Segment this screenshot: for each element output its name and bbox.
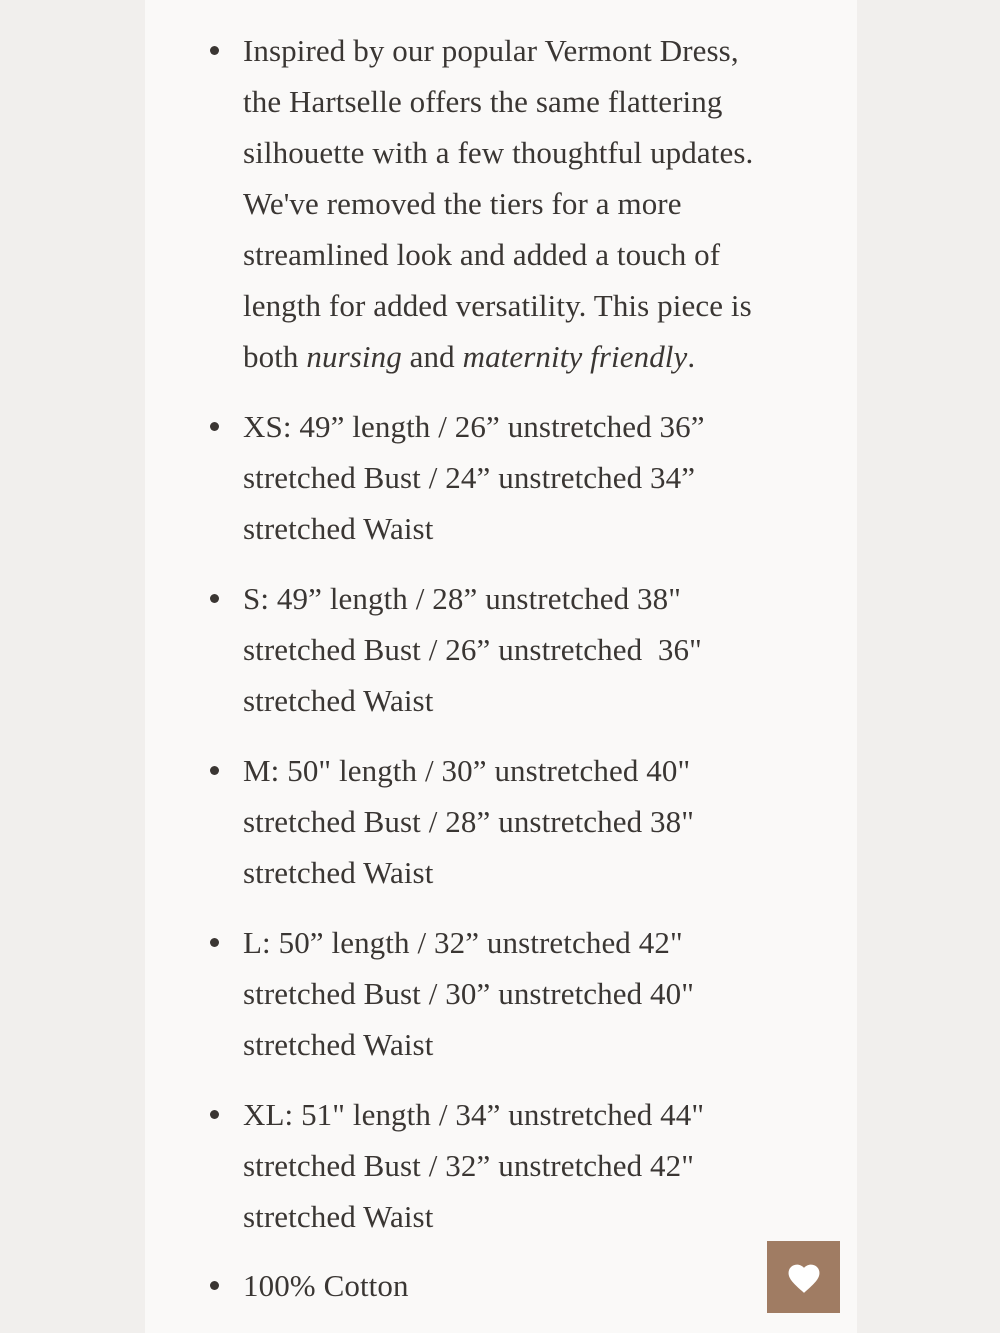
intro-line: Inspired by our popular Vermont Dress, (243, 33, 739, 68)
size-line: L: 50” length / 32” unstretched 42" (243, 925, 683, 960)
intro-line: the Hartselle offers the same flattering (243, 84, 723, 119)
size-text (243, 917, 803, 1070)
intro-line: length for added versatility. This piece is (243, 288, 752, 323)
product-description-panel (145, 0, 857, 1333)
bullet-dot (210, 46, 219, 55)
size-line: M: 50" length / 30” unstretched 40" (243, 753, 691, 788)
size-line: S: 49” length / 28” unstretched 38" (243, 581, 682, 616)
bullet-dot (210, 938, 219, 947)
intro-line: We've removed the tiers for a more (243, 186, 682, 221)
size-line: stretched Bust / 28” unstretched 38" (243, 804, 695, 839)
material-line: 100% Cotton (243, 1268, 409, 1303)
intro-prefix: both (243, 339, 307, 374)
right-margin (857, 0, 1000, 1333)
heart-icon (785, 1260, 823, 1294)
size-line: XL: 51" length / 34” unstretched 44" (243, 1097, 705, 1132)
size-text (243, 401, 803, 554)
bullet-dot (210, 1110, 219, 1119)
material-text (243, 1260, 803, 1311)
size-text (243, 573, 803, 726)
size-line: stretched Bust / 24” unstretched 34” (243, 460, 696, 495)
intro-line-last (243, 331, 803, 382)
maternity-text: maternity friendly (462, 339, 688, 374)
size-line: stretched Waist (243, 683, 434, 718)
size-line: stretched Waist (243, 855, 434, 890)
size-line: XS: 49” length / 26” unstretched 36” (243, 409, 705, 444)
size-line: stretched Waist (243, 511, 434, 546)
size-line: stretched Waist (243, 1199, 434, 1234)
size-line: stretched Bust / 30” unstretched 40" (243, 976, 695, 1011)
size-line: stretched Bust / 32” unstretched 42" (243, 1148, 695, 1183)
nursing-text: nursing (306, 339, 402, 374)
wishlist-button[interactable] (767, 1241, 840, 1313)
left-margin (0, 0, 145, 1333)
size-line: stretched Bust / 26” unstretched 36" (243, 632, 702, 667)
and-text: and (401, 339, 463, 374)
intro-text (243, 25, 803, 382)
period-text: . (687, 339, 696, 374)
intro-line: streamlined look and added a touch of (243, 237, 721, 272)
bullet-dot (210, 1281, 219, 1290)
bullet-dot (210, 422, 219, 431)
bullet-dot (210, 594, 219, 603)
intro-line: silhouette with a few thoughtful updates. (243, 135, 754, 170)
size-line: stretched Waist (243, 1027, 434, 1062)
size-text (243, 745, 803, 898)
size-text (243, 1089, 803, 1242)
bullet-dot (210, 766, 219, 775)
